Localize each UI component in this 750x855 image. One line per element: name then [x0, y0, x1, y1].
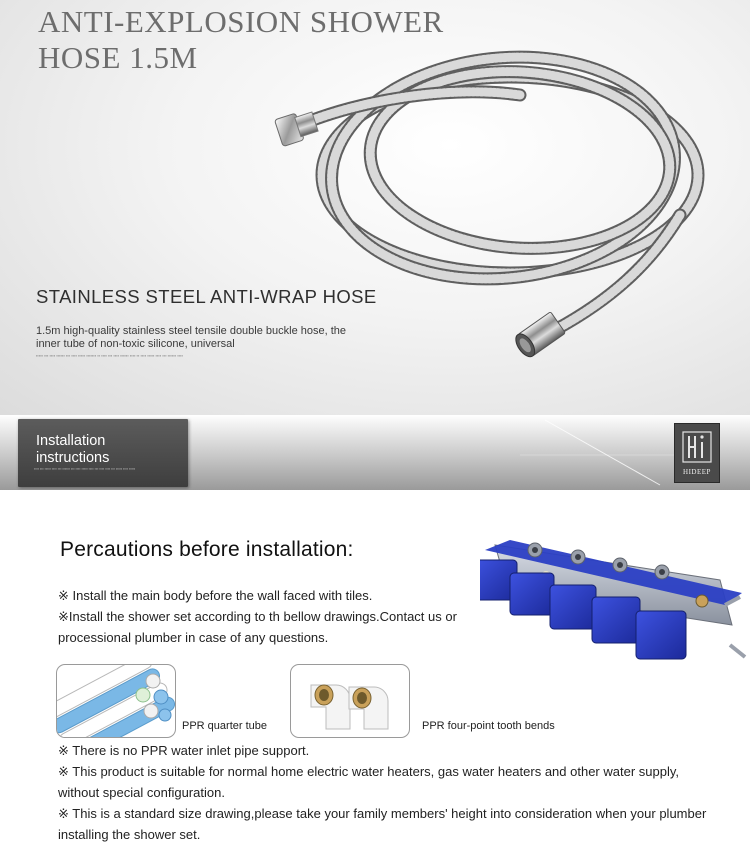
- hero-title-line2: HOSE 1.5M: [38, 40, 198, 75]
- hideep-logo-mark: [675, 424, 719, 468]
- mixing-valve-image: [480, 505, 750, 675]
- hero-description: 1.5m high-quality stainless steel tensile double buckle hose, the inner tube of non-toxic silicone, universal: [36, 325, 347, 350]
- elbow-fitting-illustration: [291, 665, 409, 737]
- hideep-logo: [674, 423, 720, 483]
- installation-band: [0, 415, 750, 490]
- note-item: ※ There is no PPR water inlet pipe support.: [58, 743, 310, 758]
- note-item: ※ This is a standard size drawing,please take your family members' height into consideration when your plumber installing the shower set.: [58, 806, 707, 842]
- installation-fine-print: ​▪▪▪▪ ▪▪▪ ▪▪▪▪▪ ▪▪▪▪ ▪▪▪ ▪▪▪▪▪▪ ▪▪▪ ▪▪▪▪ ▪▪▪▪▪ ▪▪▪▪ ▪▪▪ ▪▪▪▪ ▪▪▪▪ ▪▪▪ ▪▪▪▪▪ ▪▪▪▪ ▪▪▪▪▪: [34, 467, 136, 471]
- section-title: Percautions before installation:: [60, 538, 354, 561]
- elbow-fitting-caption: PPR four-point tooth bends: [422, 720, 555, 732]
- ppr-tube-illustration: [57, 665, 175, 737]
- ppr-tube-image: [56, 664, 176, 738]
- note-item: ※ This product is suitable for normal home electric water heaters, gas water heaters and other water supply, without special configuration.: [58, 764, 679, 800]
- note-item: ※Install the shower set according to th bellow drawings.Contact us or processional plumber in case of any questions.: [58, 609, 457, 645]
- installation-heading-line1: Installation: [36, 433, 106, 449]
- hero-title: [38, 4, 444, 76]
- elbow-fitting-image: [290, 664, 410, 738]
- logo-text: HIDEEP: [683, 468, 711, 476]
- ppr-tube-caption: PPR quarter tube: [182, 720, 267, 732]
- band-decoration: [0, 415, 750, 490]
- hero-banner: [0, 0, 750, 415]
- installation-heading-line2: instructions: [36, 450, 110, 466]
- hero-fine-print: ​▪▪▪▪▪ ▪▪▪ ▪▪▪▪ ▪▪▪▪▪▪ ▪▪▪ ▪▪▪▪ ▪▪▪▪▪ ▪▪▪▪▪▪▪ ▪▪ ▪▪▪▪ ▪▪▪ ▪▪▪▪ ▪▪▪▪▪▪ ▪▪▪▪ ▪▪ ▪▪▪▪ ▪▪▪▪▪ ▪▪▪▪ ▪▪▪ ▪▪▪▪▪▪ ▪▪▪▪: [36, 353, 184, 358]
- hero-subtitle: STAINLESS STEEL ANTI-WRAP HOSE: [36, 286, 377, 307]
- hero-title-line1: ANTI-EXPLOSION SHOWER: [38, 4, 444, 39]
- note-item: ※ Install the main body before the wall faced with tiles.: [58, 588, 373, 603]
